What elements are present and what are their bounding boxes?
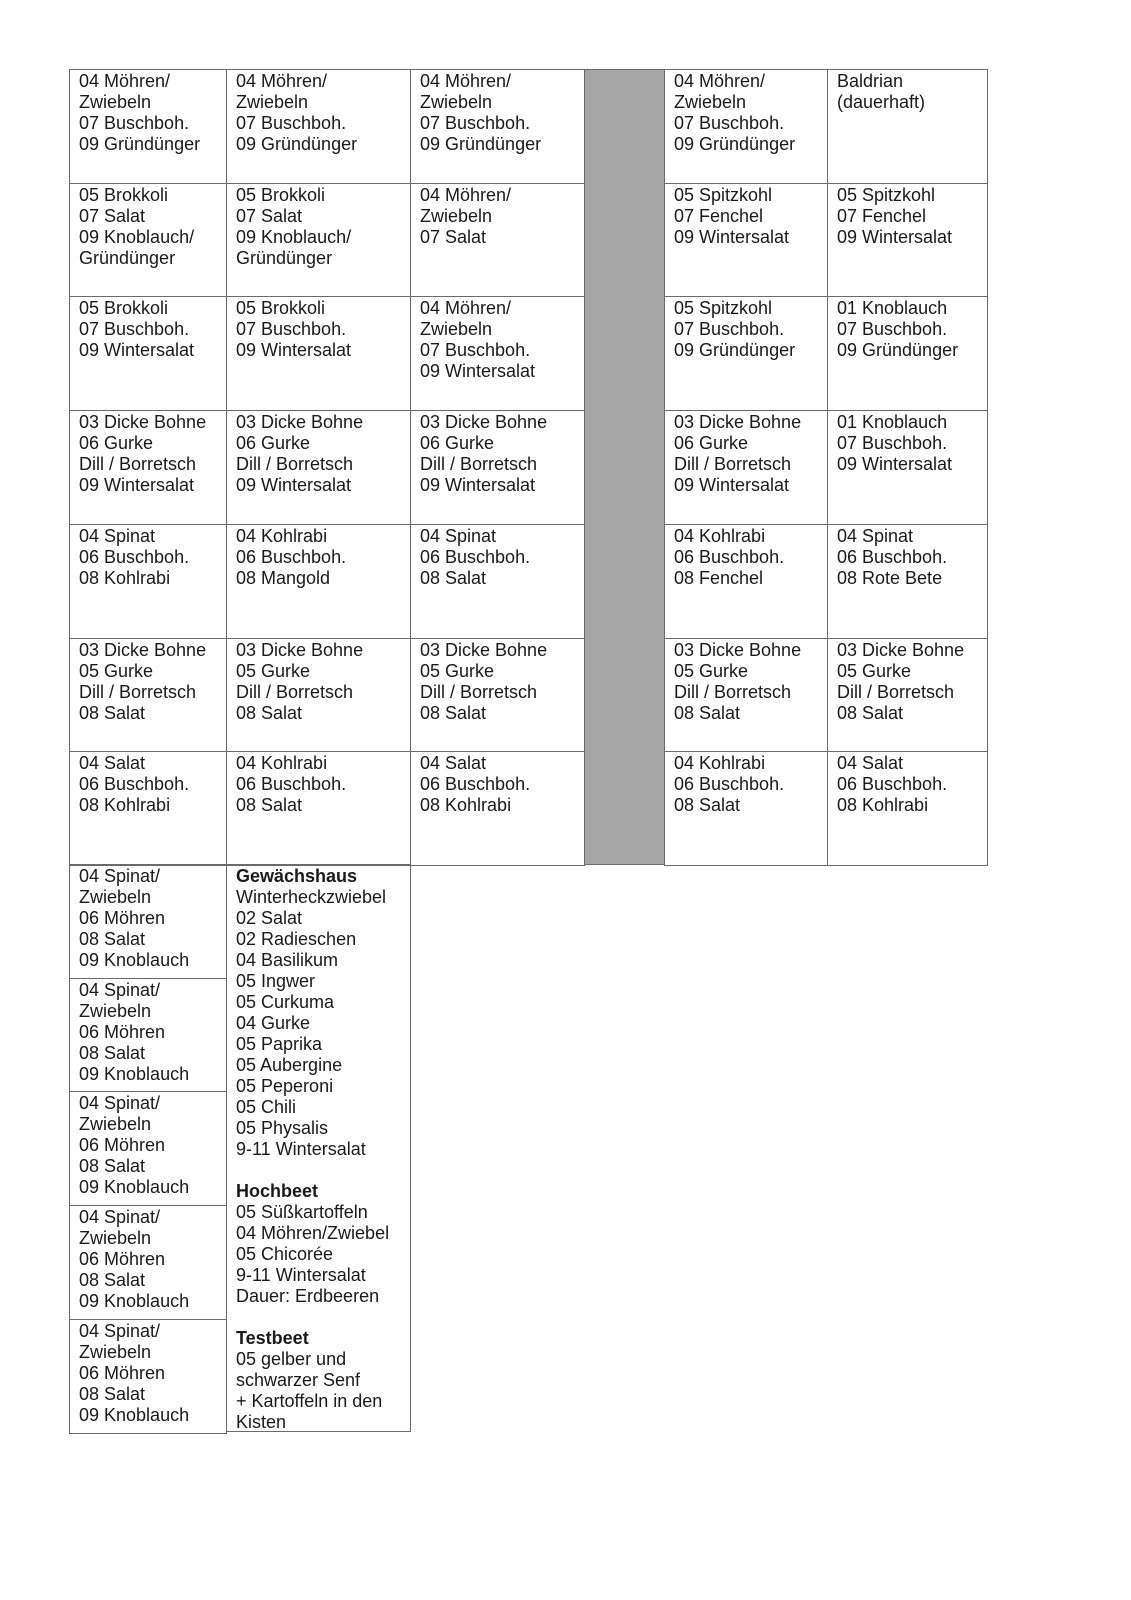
bed-cell-line: 03 Dicke Bohne [837,640,965,660]
bed-cell-line: Dill / Borretsch [236,682,354,702]
section-spacer [236,1307,401,1328]
bed-cell-line: 08 Kohlrabi [79,795,171,815]
bed-cell-line: 07 Buschboh. [236,319,347,339]
bed-cell [410,296,585,411]
bed-cell [226,751,411,866]
bed-cell-line: 07 Salat [79,206,146,226]
bed-cell-line: 08 Salat [674,703,741,723]
small-bed-line: 04 Spinat/ [79,1207,161,1227]
bed-cell [69,410,227,525]
section-item: 05 Süßkartoffeln [236,1202,368,1222]
bed-cell-line: 08 Salat [420,568,487,588]
bed-cell-line: 04 Spinat [420,526,497,546]
bed-cell-line: 07 Buschboh. [837,433,948,453]
small-bed-line: 09 Knoblauch [79,1064,190,1084]
bed-cell-line: (dauerhaft) [837,92,926,112]
bed-cell [827,183,988,297]
bed-cell-line: 03 Dicke Bohne [236,412,364,432]
bed-cell-line: 09 Gründünger [420,134,542,154]
section-item: 9-11 Wintersalat [236,1139,366,1159]
bed-cell-line: 08 Salat [79,703,146,723]
small-bed-line: 06 Möhren [79,1135,166,1155]
bed-cell-line: 05 Spitzkohl [674,185,773,205]
bed-cell-line: Dill / Borretsch [236,454,354,474]
small-bed-line: 06 Möhren [79,1022,166,1042]
bed-cell-line: 04 Spinat [79,526,156,546]
small-bed-line: 08 Salat [79,929,146,949]
bed-cell-line: 04 Salat [837,753,904,773]
bed-cell-line: 07 Buschboh. [674,319,785,339]
bed-cell-line: 06 Gurke [236,433,311,453]
small-bed-cell [69,978,227,1092]
bed-cell-line: 03 Dicke Bohne [420,412,548,432]
section-item: 02 Radieschen [236,929,357,949]
bed-cell-line: Dill / Borretsch [420,454,538,474]
section-item: Dauer: Erdbeeren [236,1286,380,1306]
bed-cell [226,524,411,639]
bed-cell [664,751,828,866]
bed-cell-line: 09 Knoblauch/ [79,227,195,247]
small-bed-cell [69,1091,227,1206]
bed-cell-line: 03 Dicke Bohne [674,412,802,432]
small-bed-line: 09 Knoblauch [79,1291,190,1311]
section-item: Winterheckzwiebel [236,887,387,907]
bed-cell [827,296,988,411]
bed-cell-line: Zwiebeln [236,92,309,112]
small-bed-line: 09 Knoblauch [79,950,190,970]
bed-cell [664,69,828,184]
bed-cell-line: 08 Kohlrabi [837,795,929,815]
bed-cell [226,183,411,297]
bed-cell-line: 06 Buschboh. [236,547,347,567]
small-bed-line: Zwiebeln [79,1342,152,1362]
bed-cell [827,410,988,525]
bed-cell-line: Dill / Borretsch [79,454,197,474]
bed-cell-line: 05 Gurke [236,661,311,681]
bed-cell [827,524,988,639]
section-item: 05 Peperoni [236,1076,334,1096]
bed-cell-line: Dill / Borretsch [674,682,792,702]
section-item: 05 Chili [236,1097,297,1117]
bed-cell-line: 05 Brokkoli [79,185,169,205]
bed-cell-line: 04 Salat [79,753,146,773]
bed-cell [410,183,585,297]
section-heading: Hochbeet [236,1181,319,1201]
bed-cell [410,524,585,639]
bed-cell-line: 06 Buschboh. [837,774,948,794]
bed-cell-line: 05 Spitzkohl [674,298,773,318]
bed-cell-line: 07 Buschboh. [236,113,347,133]
bed-cell-line: Dill / Borretsch [420,682,538,702]
section-item: 05 Chicorée [236,1244,334,1264]
bed-cell-line: 09 Wintersalat [837,227,953,247]
section-item: 05 Curkuma [236,992,335,1012]
bed-cell-line: Gründünger [236,248,333,268]
section-item: + Kartoffeln in den [236,1391,383,1411]
bed-cell [410,410,585,525]
bed-cell-line: 09 Gründünger [236,134,358,154]
small-bed-line: 04 Spinat/ [79,866,161,886]
small-bed-line: 06 Möhren [79,908,166,928]
small-bed-line: 04 Spinat/ [79,980,161,1000]
bed-cell-line: Zwiebeln [420,92,493,112]
bed-cell-line: 09 Wintersalat [236,475,352,495]
bed-cell-line: 01 Knoblauch [837,412,948,432]
bed-cell-line: 05 Gurke [837,661,912,681]
bed-cell-line: 04 Möhren/ [79,71,171,91]
bed-cell-line: 06 Buschboh. [420,547,531,567]
section-heading: Testbeet [236,1328,309,1348]
bed-cell-line: 01 Knoblauch [837,298,948,318]
bed-cell-line: 09 Wintersalat [420,475,536,495]
bed-cell-line: 04 Salat [420,753,487,773]
bed-cell [664,410,828,525]
bed-cell [827,751,988,866]
bed-cell-line: Baldrian [837,71,904,91]
section-item: 9-11 Wintersalat [236,1265,366,1285]
bed-cell-line: 04 Möhren/ [674,71,766,91]
bed-cell [69,296,227,411]
bed-cell-line: 09 Wintersalat [837,454,953,474]
small-bed-line: 06 Möhren [79,1249,166,1269]
small-bed-line: 09 Knoblauch [79,1177,190,1197]
bed-cell-line: 07 Buschboh. [837,319,948,339]
bed-cell-line: 08 Salat [674,795,741,815]
bed-cell [69,524,227,639]
section-item: 05 gelber und [236,1349,347,1369]
bed-cell-line: 06 Buschboh. [420,774,531,794]
bed-cell-line: 05 Gurke [79,661,154,681]
special-beds-cell [226,864,411,1432]
bed-cell-line: 04 Kohlrabi [236,526,328,546]
small-bed-line: Zwiebeln [79,1001,152,1021]
bed-cell-line: Zwiebeln [420,319,493,339]
bed-cell-line: 08 Salat [236,795,303,815]
bed-cell-line: 06 Buschboh. [837,547,948,567]
bed-cell-line: 06 Buschboh. [79,547,190,567]
bed-cell-line: 08 Fenchel [674,568,764,588]
bed-cell [69,751,227,866]
bed-cell-line: 07 Buschboh. [79,319,190,339]
bed-cell [410,751,585,866]
bed-cell [664,638,828,752]
section-item: Kisten [236,1412,287,1432]
bed-cell-line: Dill / Borretsch [837,682,955,702]
section-item: 02 Salat [236,908,303,928]
bed-cell-line: 09 Wintersalat [79,475,195,495]
bed-cell-line: 05 Gurke [674,661,749,681]
bed-cell-line: 08 Rote Bete [837,568,943,588]
bed-cell-line: 03 Dicke Bohne [79,412,207,432]
section-item: 04 Möhren/Zwiebel [236,1223,390,1243]
section-item: 04 Basilikum [236,950,339,970]
small-bed-line: Zwiebeln [79,1228,152,1248]
bed-cell-line: 09 Wintersalat [79,340,195,360]
small-bed-line: 08 Salat [79,1156,146,1176]
bed-cell-line: 06 Gurke [674,433,749,453]
bed-cell [226,638,411,752]
bed-cell-line: 05 Brokkoli [236,298,326,318]
bed-cell-line: 06 Gurke [79,433,154,453]
bed-cell [226,410,411,525]
small-bed-line: Zwiebeln [79,1114,152,1134]
bed-cell-line: 03 Dicke Bohne [236,640,364,660]
bed-cell-line: 07 Buschboh. [674,113,785,133]
bed-cell-line: 04 Möhren/ [236,71,328,91]
section-item: 05 Physalis [236,1118,329,1138]
bed-cell-line: 09 Gründünger [674,134,796,154]
bed-cell-line: 09 Wintersalat [420,361,536,381]
bed-cell-line: 06 Gurke [420,433,495,453]
small-bed-cell [69,864,227,979]
section-heading: Gewächshaus [236,866,358,886]
bed-cell-line: 03 Dicke Bohne [674,640,802,660]
bed-cell-line: 07 Fenchel [837,206,927,226]
bed-cell-line: 05 Gurke [420,661,495,681]
small-bed-line: 06 Möhren [79,1363,166,1383]
bed-cell-line: 07 Fenchel [674,206,764,226]
bed-cell-line: 05 Brokkoli [236,185,326,205]
bed-cell-line: 04 Spinat [837,526,914,546]
bed-cell [410,638,585,752]
bed-cell-line: 06 Buschboh. [79,774,190,794]
bed-cell-line: 08 Kohlrabi [420,795,512,815]
bed-cell-line: 05 Brokkoli [79,298,169,318]
section-spacer [236,1160,401,1181]
section-item: 05 Aubergine [236,1055,343,1075]
bed-cell-line: 09 Wintersalat [674,475,790,495]
bed-cell-line: 08 Salat [236,703,303,723]
bed-cell-line: 09 Gründünger [674,340,796,360]
bed-cell [827,69,988,184]
bed-cell-line: Dill / Borretsch [79,682,197,702]
bed-cell [226,296,411,411]
bed-cell [69,183,227,297]
small-bed-line: 08 Salat [79,1043,146,1063]
small-bed-line: 08 Salat [79,1384,146,1404]
bed-cell-line: Zwiebeln [79,92,152,112]
bed-cell-line: 04 Kohlrabi [236,753,328,773]
garden-path [584,69,665,865]
bed-cell-line: 08 Kohlrabi [79,568,171,588]
bed-cell-line: 07 Buschboh. [79,113,190,133]
bed-cell-line: 09 Wintersalat [236,340,352,360]
bed-cell-line: Zwiebeln [420,206,493,226]
bed-cell-line: Zwiebeln [674,92,747,112]
small-bed-line: 04 Spinat/ [79,1093,161,1113]
small-bed-line: 04 Spinat/ [79,1321,161,1341]
bed-cell-line: 07 Buschboh. [420,340,531,360]
section-item: schwarzer Senf [236,1370,361,1390]
bed-cell-line: 04 Kohlrabi [674,753,766,773]
bed-cell [664,524,828,639]
section-item: 05 Paprika [236,1034,323,1054]
bed-cell [664,183,828,297]
bed-cell-line: 07 Salat [236,206,303,226]
bed-cell-line: 08 Mangold [236,568,331,588]
bed-cell [69,638,227,752]
bed-cell-line: 06 Buschboh. [236,774,347,794]
small-bed-line: 09 Knoblauch [79,1405,190,1425]
bed-cell-line: 07 Salat [420,227,487,247]
section-item: 04 Gurke [236,1013,311,1033]
bed-cell [410,69,585,184]
bed-cell-line: Dill / Borretsch [674,454,792,474]
bed-cell [827,638,988,752]
section-item: 05 Ingwer [236,971,316,991]
bed-cell [664,296,828,411]
bed-cell-line: 05 Spitzkohl [837,185,936,205]
bed-cell-line: 09 Gründünger [837,340,959,360]
bed-cell-line: 06 Buschboh. [674,774,785,794]
bed-cell-line: 09 Knoblauch/ [236,227,352,247]
bed-cell-line: 03 Dicke Bohne [79,640,207,660]
bed-cell-line: 08 Salat [837,703,904,723]
bed-cell-line: 04 Möhren/ [420,71,512,91]
bed-cell [69,69,227,184]
small-bed-cell [69,1319,227,1434]
bed-cell-line: 04 Möhren/ [420,298,512,318]
bed-cell-line: 06 Buschboh. [674,547,785,567]
bed-cell [226,69,411,184]
small-bed-cell [69,1205,227,1320]
small-bed-line: Zwiebeln [79,887,152,907]
bed-cell-line: Gründünger [79,248,176,268]
bed-cell-line: 08 Salat [420,703,487,723]
bed-cell-line: 03 Dicke Bohne [420,640,548,660]
bed-cell-line: 07 Buschboh. [420,113,531,133]
bed-cell-line: 04 Kohlrabi [674,526,766,546]
bed-cell-line: 04 Möhren/ [420,185,512,205]
bed-cell-line: 09 Wintersalat [674,227,790,247]
small-bed-line: 08 Salat [79,1270,146,1290]
bed-cell-line: 09 Gründünger [79,134,201,154]
